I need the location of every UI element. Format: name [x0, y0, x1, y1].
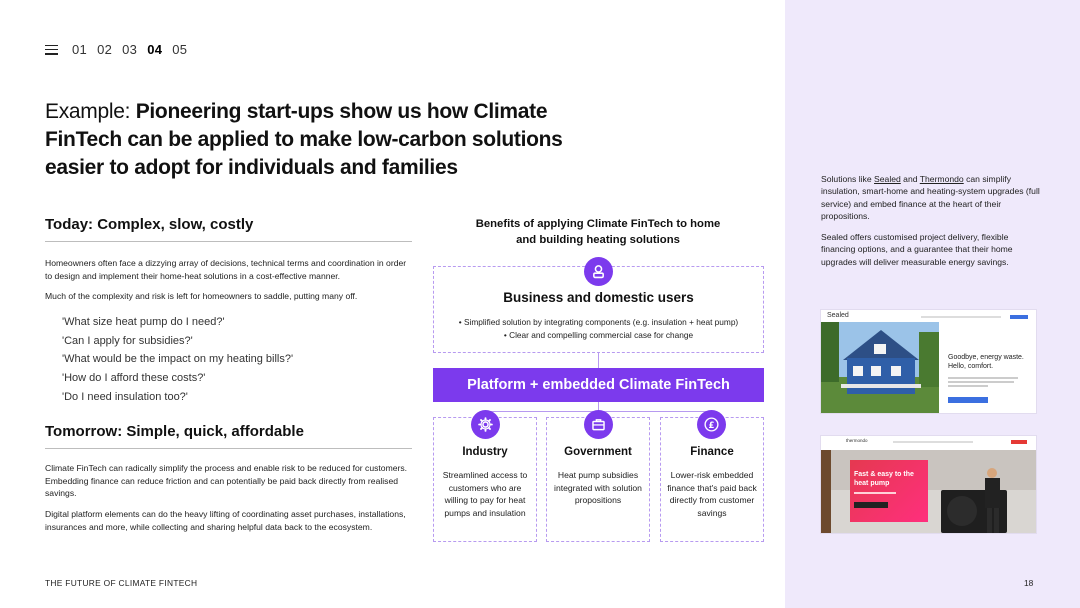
users-benefit-2: • Clear and compelling commercial case for change: [503, 329, 694, 340]
tomorrow-divider: [45, 448, 412, 449]
nav-item-04[interactable]: 04: [147, 42, 163, 57]
side-text: can simplify insulation, smart-home and heating-system upgrades (full service) and embed finance at the heart of their propositions.: [821, 174, 1040, 222]
site-nav-bar: [921, 316, 1001, 318]
pound-icon: [697, 410, 726, 439]
today-para-1: Homeowners often face a dizzying array of decisions, technical terms and coordination in order to design and implement their home-heat solutions in a cost-effective manner.: [45, 258, 407, 281]
side-text: Solutions like: [821, 174, 875, 184]
thermondo-headline: Fast & easy to the heat pump: [854, 471, 914, 487]
tomorrow-heading: Tomorrow: Simple, quick, affordable: [45, 423, 304, 440]
page-title: [45, 98, 585, 182]
nav-item-01[interactable]: 01: [72, 42, 88, 57]
nav-item-03[interactable]: 03: [122, 42, 138, 57]
diagram-title: Benefits of applying Climate FinTech to home and building heating solutions: [475, 218, 721, 246]
today-divider: [45, 241, 412, 242]
column-text-government: Heat pump subsidies integrated with solution propositions: [554, 470, 642, 505]
user-icon: [584, 257, 613, 286]
gear-icon: [471, 410, 500, 439]
nav-item-02[interactable]: 02: [97, 42, 113, 57]
title-lead: Example:: [45, 100, 136, 123]
thermondo-link[interactable]: Thermondo: [919, 174, 964, 184]
page-number: 18: [1024, 578, 1034, 588]
tomorrow-para-1: Climate FinTech can radically simplify the process and enable risk to be reduced for customers. Embedding finance can reduce friction and can potentially be paid back directly from realised savings.: [45, 463, 408, 498]
site-cta: [1011, 440, 1027, 444]
footer-label: THE FUTURE OF CLIMATE FINTECH: [45, 578, 198, 588]
quote-item: 'What would be the impact on my heating bills?': [62, 353, 294, 366]
sealed-logo: Sealed: [827, 312, 849, 319]
title-bold: Pioneering start-ups show us how Climate FinTech can be applied to make low-carbon solutions easier to adopt for individuals and families: [45, 100, 563, 179]
side-para-1: [821, 173, 1043, 223]
platform-bar: Platform + embedded Climate FinTech: [433, 368, 764, 402]
quote-item: 'How do I afford these costs?': [62, 372, 206, 385]
site-nav-bar: [893, 441, 973, 443]
side-text: and: [900, 174, 920, 184]
site-cta: [1010, 315, 1028, 319]
thermondo-screenshot: [821, 436, 1036, 533]
sealed-screenshot: [821, 310, 1036, 413]
briefcase-icon: [584, 410, 613, 439]
text-line: [948, 377, 1018, 379]
quote-item: 'What size heat pump do I need?': [62, 316, 225, 328]
users-benefits: [433, 316, 764, 341]
connector-line: [598, 353, 599, 368]
users-title: Business and domestic users: [503, 290, 694, 305]
thermondo-logo: thermondo: [846, 438, 868, 443]
text-line: [948, 381, 1014, 383]
sealed-cta-button[interactable]: [948, 397, 988, 403]
quote-list: [62, 313, 293, 407]
quote-item: 'Do I need insulation too?': [62, 390, 188, 403]
tomorrow-para-2: Digital platform elements can do the heavy lifting of coordinating asset purchases, installations, insurances and more, while collecting and sharing helpful data back to the ecosystem.: [45, 509, 406, 532]
column-text-industry: Streamlined access to customers who are willing to pay for heat pumps and insulation: [442, 470, 528, 518]
column-text-finance: Lower-risk embedded finance that's paid back directly from customer savings: [667, 470, 757, 518]
nav-item-05[interactable]: 05: [172, 42, 188, 57]
side-para-2: Sealed offers customised project delivery, flexible financing options, and a guarantee that their home upgrades will deliver measurable energy savings.: [821, 232, 1013, 267]
column-title-government: Government: [564, 446, 632, 458]
text-line: [854, 492, 896, 494]
quote-item: 'Can I apply for subsidies?': [62, 334, 193, 347]
column-title-industry: Industry: [462, 446, 508, 458]
users-benefit-1: • Simplified solution by integrating components (e.g. insulation + heat pump): [458, 317, 739, 327]
section-nav: [45, 42, 187, 57]
today-heading: Today: Complex, slow, costly: [45, 216, 254, 233]
svg-text:£: £: [708, 420, 715, 431]
house-photo: [821, 322, 939, 413]
text-line: [948, 385, 988, 387]
column-title-finance: Finance: [690, 446, 734, 458]
sealed-link[interactable]: Sealed: [874, 174, 901, 184]
today-para-2: Much of the complexity and risk is left for homeowners to saddle, putting many off.: [45, 291, 358, 301]
sealed-headline: Goodbye, energy waste. Hello, comfort.: [948, 354, 1024, 370]
thermondo-cta-button[interactable]: [854, 502, 888, 508]
menu-icon[interactable]: [45, 45, 58, 55]
